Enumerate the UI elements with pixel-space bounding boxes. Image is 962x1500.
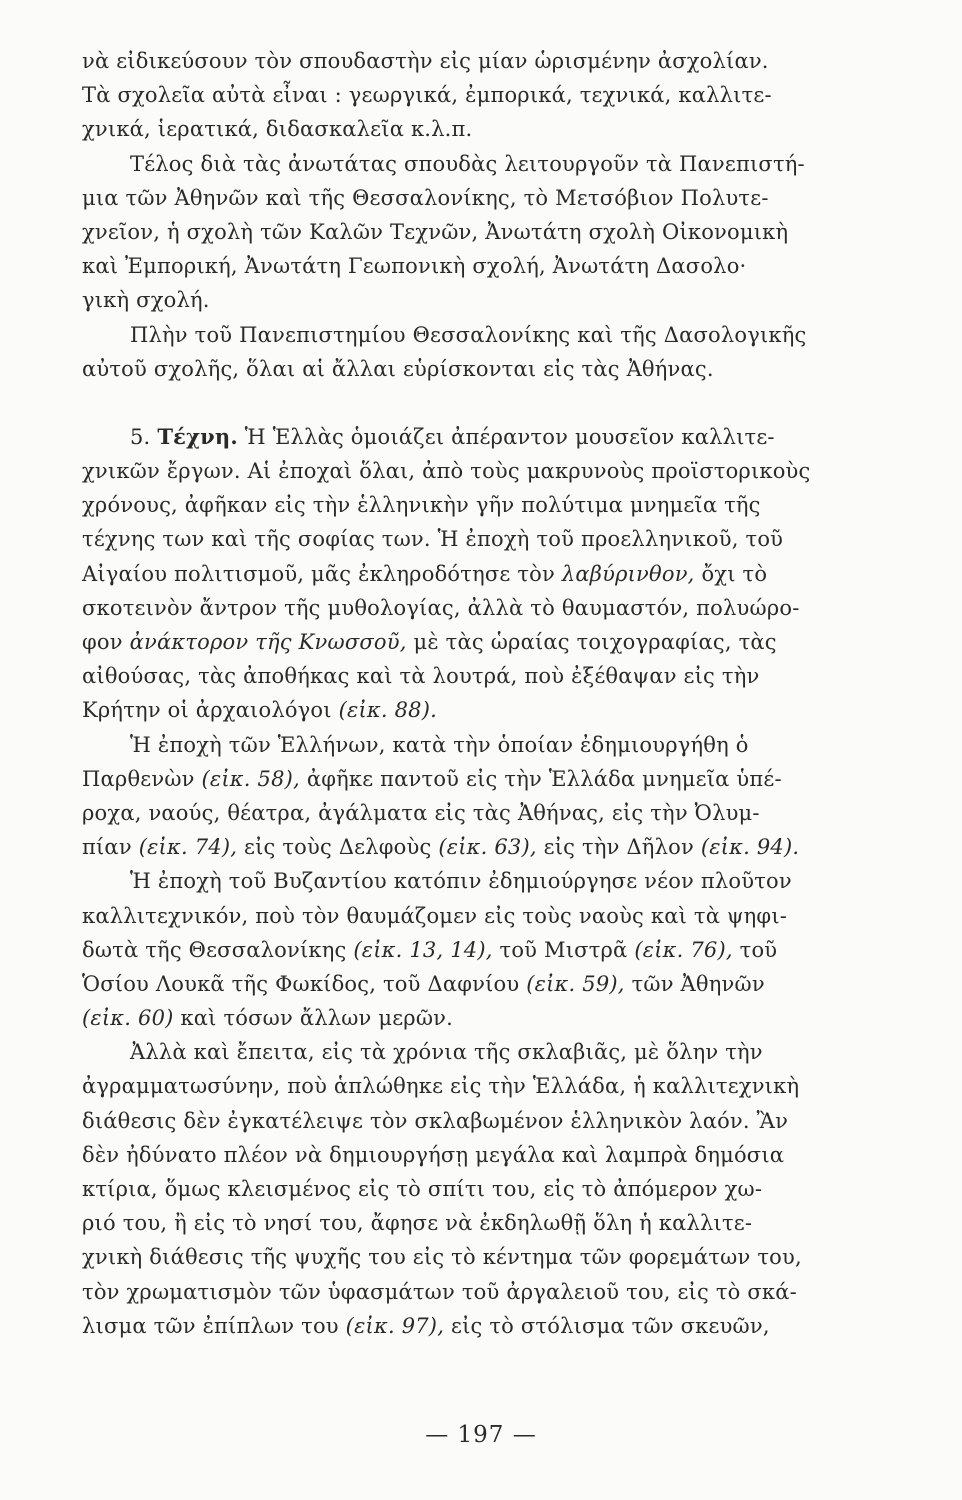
- text-span: ὄχι τὸ: [701, 561, 768, 586]
- text-line: [82, 557, 882, 591]
- figure-ref: (εἰκ. 60): [82, 1006, 174, 1031]
- section-title: Τέχνη.: [157, 423, 238, 449]
- text-line: κτίρια, ὅμως κλεισμένος εἰς τὸ σπίτι του, εἰς τὸ ἀπόμερον χω-: [82, 1177, 763, 1201]
- section-heading-line: [82, 420, 882, 454]
- text-line: [82, 1309, 882, 1343]
- text-line: τὸν χρωματισμὸν τῶν ὑφασμάτων τοῦ ἀργαλειοῦ του, εἰς τὸ σκά-: [82, 1279, 797, 1304]
- text-line: χνεῖον, ἡ σχολὴ τῶν Καλῶν Τεχνῶν, Ἀνωτάτη σχολὴ Οἰκονομικὴ: [82, 219, 789, 244]
- text-span: εἰς τὴν Δῆλον: [543, 835, 694, 860]
- text-line: Τὰ σχολεῖα αὐτὰ εἶναι : γεωργικά, ἐμπορικά, τεχνικά, καλλιτε-: [82, 83, 772, 108]
- text-line: αἰθούσας, τὰς ἀποθήκας καὶ τὰ λουτρά, ποὺ ἐξέθαψαν εἰς τὴν: [82, 664, 760, 689]
- text-line: χρόνους, ἀφῆκαν εἰς τὴν ἑλληνικὴν γῆν πολύτιμα μνημεῖα τῆς: [82, 493, 761, 518]
- text-span: Ὁσίου Λουκᾶ τῆς Φωκίδος, τοῦ Δαφνίου: [82, 971, 520, 996]
- figure-ref: (εἰκ. 88).: [338, 698, 438, 723]
- text-span: δωτὰ τῆς Θεσσαλονίκης: [82, 937, 347, 962]
- text-line: Τέλος διὰ τὰς ἀνωτάτας σπουδὰς λειτουργοῦν τὰ Πανεπιστή-: [130, 151, 805, 176]
- text-span: Παρθενὼν: [82, 766, 195, 791]
- text-line: Ἀλλὰ καὶ ἔπειτα, εἰς τὰ χρόνια τῆς σκλαβιᾶς, μὲ ὅλην τὴν: [130, 1040, 763, 1065]
- text-line: [82, 625, 882, 659]
- text-line: διάθεσις δὲν ἐγκατέλειψε τὸν σκλαβωμένον ἑλληνικὸν λαόν. Ἂν: [82, 1108, 789, 1133]
- text-span: καὶ τόσων ἄλλων μερῶν.: [180, 1006, 454, 1031]
- text-span: πίαν: [82, 835, 132, 860]
- figure-ref: (εἰκ. 63),: [438, 835, 537, 860]
- text-line: Ἡ ἐποχὴ τοῦ Βυζαντίου κατόπιν ἐδημιούργησε νέον πλοῦτον: [130, 869, 792, 894]
- text-span: φον: [82, 630, 123, 654]
- text-line: καὶ Ἐμπορική, Ἀνωτάτη Γεωπονικὴ σχολή, Ἀνωτάτη Δασολο·: [82, 254, 747, 279]
- text-line: ριό του, ἢ εἰς τὸ νησί του, ἄφησε νὰ ἐκδηλωθῇ ὅλη ἡ καλλιτε-: [82, 1211, 753, 1236]
- text-line: χνικῶν ἔργων. Αἱ ἐποχαὶ ὅλαι, ἀπὸ τοὺς μακρυνοὺς προϊστορικοὺς: [82, 459, 811, 484]
- text-span: λισμα τῶν ἐπίπλων του: [82, 1313, 339, 1338]
- text-span: εἰς τοὺς Δελφοὺς: [244, 835, 432, 860]
- figure-ref: (εἰκ. 94).: [700, 835, 800, 860]
- text-line: δὲν ἠδύνατο πλέον νὰ δημιουργήσῃ μεγάλα καὶ λαμπρὰ δημόσια: [82, 1142, 785, 1167]
- text-line: αὐτοῦ σχολῆς, ὅλαι αἱ ἄλλαι εὑρίσκονται εἰς τὰς Ἀθήνας.: [82, 356, 714, 381]
- text-line: καλλιτεχνικόν, ποὺ τὸν θαυμάζομεν εἰς τοὺς ναοὺς καὶ τὰ ψηφι-: [82, 903, 788, 928]
- text-span: ἀφῆκε παντοῦ εἰς τὴν Ἑλλάδα μνημεῖα ὑπέ-: [306, 766, 782, 791]
- text-line: ροχα, ναούς, θέατρα, ἀγάλματα εἰς τὰς Ἀθήνας, εἰς τὴν Ὀλυμ-: [82, 800, 760, 825]
- text-span: μὲ τὰς ὡραίας τοιχογραφίας, τὰς: [413, 630, 777, 654]
- text-line: [82, 830, 882, 864]
- text-line: γικὴ σχολή.: [82, 288, 210, 313]
- page-number: — 197 —: [425, 1422, 537, 1448]
- figure-ref: (εἰκ. 97),: [345, 1313, 445, 1338]
- figure-ref: (εἰκ. 13, 14),: [353, 937, 493, 962]
- text-line: χνικὴ διάθεσις τῆς ψυχῆς του εἰς τὸ κέντημα τῶν φορεμάτων του,: [82, 1245, 802, 1270]
- figure-ref: (εἰκ. 59),: [526, 971, 625, 996]
- italic-term: λαβύρινθον,: [561, 561, 695, 586]
- text-span: τῶν Ἀθηνῶν: [631, 971, 765, 996]
- text-line: Πλὴν τοῦ Πανεπιστημίου Θεσσαλονίκης καὶ τῆς Δασολογικῆς: [130, 322, 807, 347]
- italic-term: ἀνάκτορον τῆς Κνωσσοῦ,: [129, 630, 407, 654]
- text-line: Ἡ ἐποχὴ τῶν Ἑλλήνων, κατὰ τὴν ὁποίαν ἐδημιουργήθη ὁ: [130, 732, 749, 757]
- text-span: τοῦ Μιστρᾶ: [499, 937, 628, 962]
- text-line: χνικά, ἱερατικά, διδασκαλεῖα κ.λ.π.: [82, 117, 473, 142]
- paragraph-gap: [82, 386, 882, 420]
- text-line: [82, 762, 882, 796]
- figure-ref: (εἰκ. 74),: [138, 835, 238, 860]
- figure-ref: (εἰκ. 58),: [201, 766, 300, 791]
- section-number: 5.: [130, 424, 151, 449]
- figure-ref: (εἰκ. 76),: [634, 937, 733, 962]
- text-span: Κρήτην οἱ ἀρχαιολόγοι: [82, 698, 332, 723]
- text-span: Ἡ Ἑλλὰς ὁμοιάζει ἀπέραντον μουσεῖον καλλιτε-: [244, 424, 775, 449]
- text-span: τοῦ: [739, 937, 778, 962]
- text-line: [82, 1001, 882, 1035]
- text-line: νὰ εἰδικεύσουν τὸν σπουδαστὴν εἰς μίαν ὡρισμένην ἀσχολίαν.: [82, 49, 769, 73]
- text-line: [82, 967, 882, 1001]
- text-span: Αἰγαίου πολιτισμοῦ, μᾶς ἐκληροδότησε τὸν: [82, 561, 555, 586]
- text-line: μια τῶν Ἀθηνῶν καὶ τῆς Θεσσαλονίκης, τὸ Μετσόβιον Πολυτε-: [82, 185, 769, 210]
- body-text: [82, 44, 882, 1343]
- text-line: τέχνης των καὶ τῆς σοφίας των. Ἡ ἐποχὴ τοῦ προελληνικοῦ, τοῦ: [82, 527, 784, 552]
- text-line: [82, 693, 882, 727]
- text-span: εἰς τὸ στόλισμα τῶν σκευῶν,: [450, 1313, 770, 1338]
- text-line: ἀγραμματωσύνην, ποὺ ἁπλώθηκε εἰς τὴν Ἑλλάδα, ἡ καλλιτεχνικὴ: [82, 1074, 800, 1099]
- text-line: [82, 933, 882, 967]
- text-line: σκοτεινὸν ἄντρον τῆς μυθολογίας, ἀλλὰ τὸ θαυμαστόν, πολυώρο-: [82, 595, 800, 620]
